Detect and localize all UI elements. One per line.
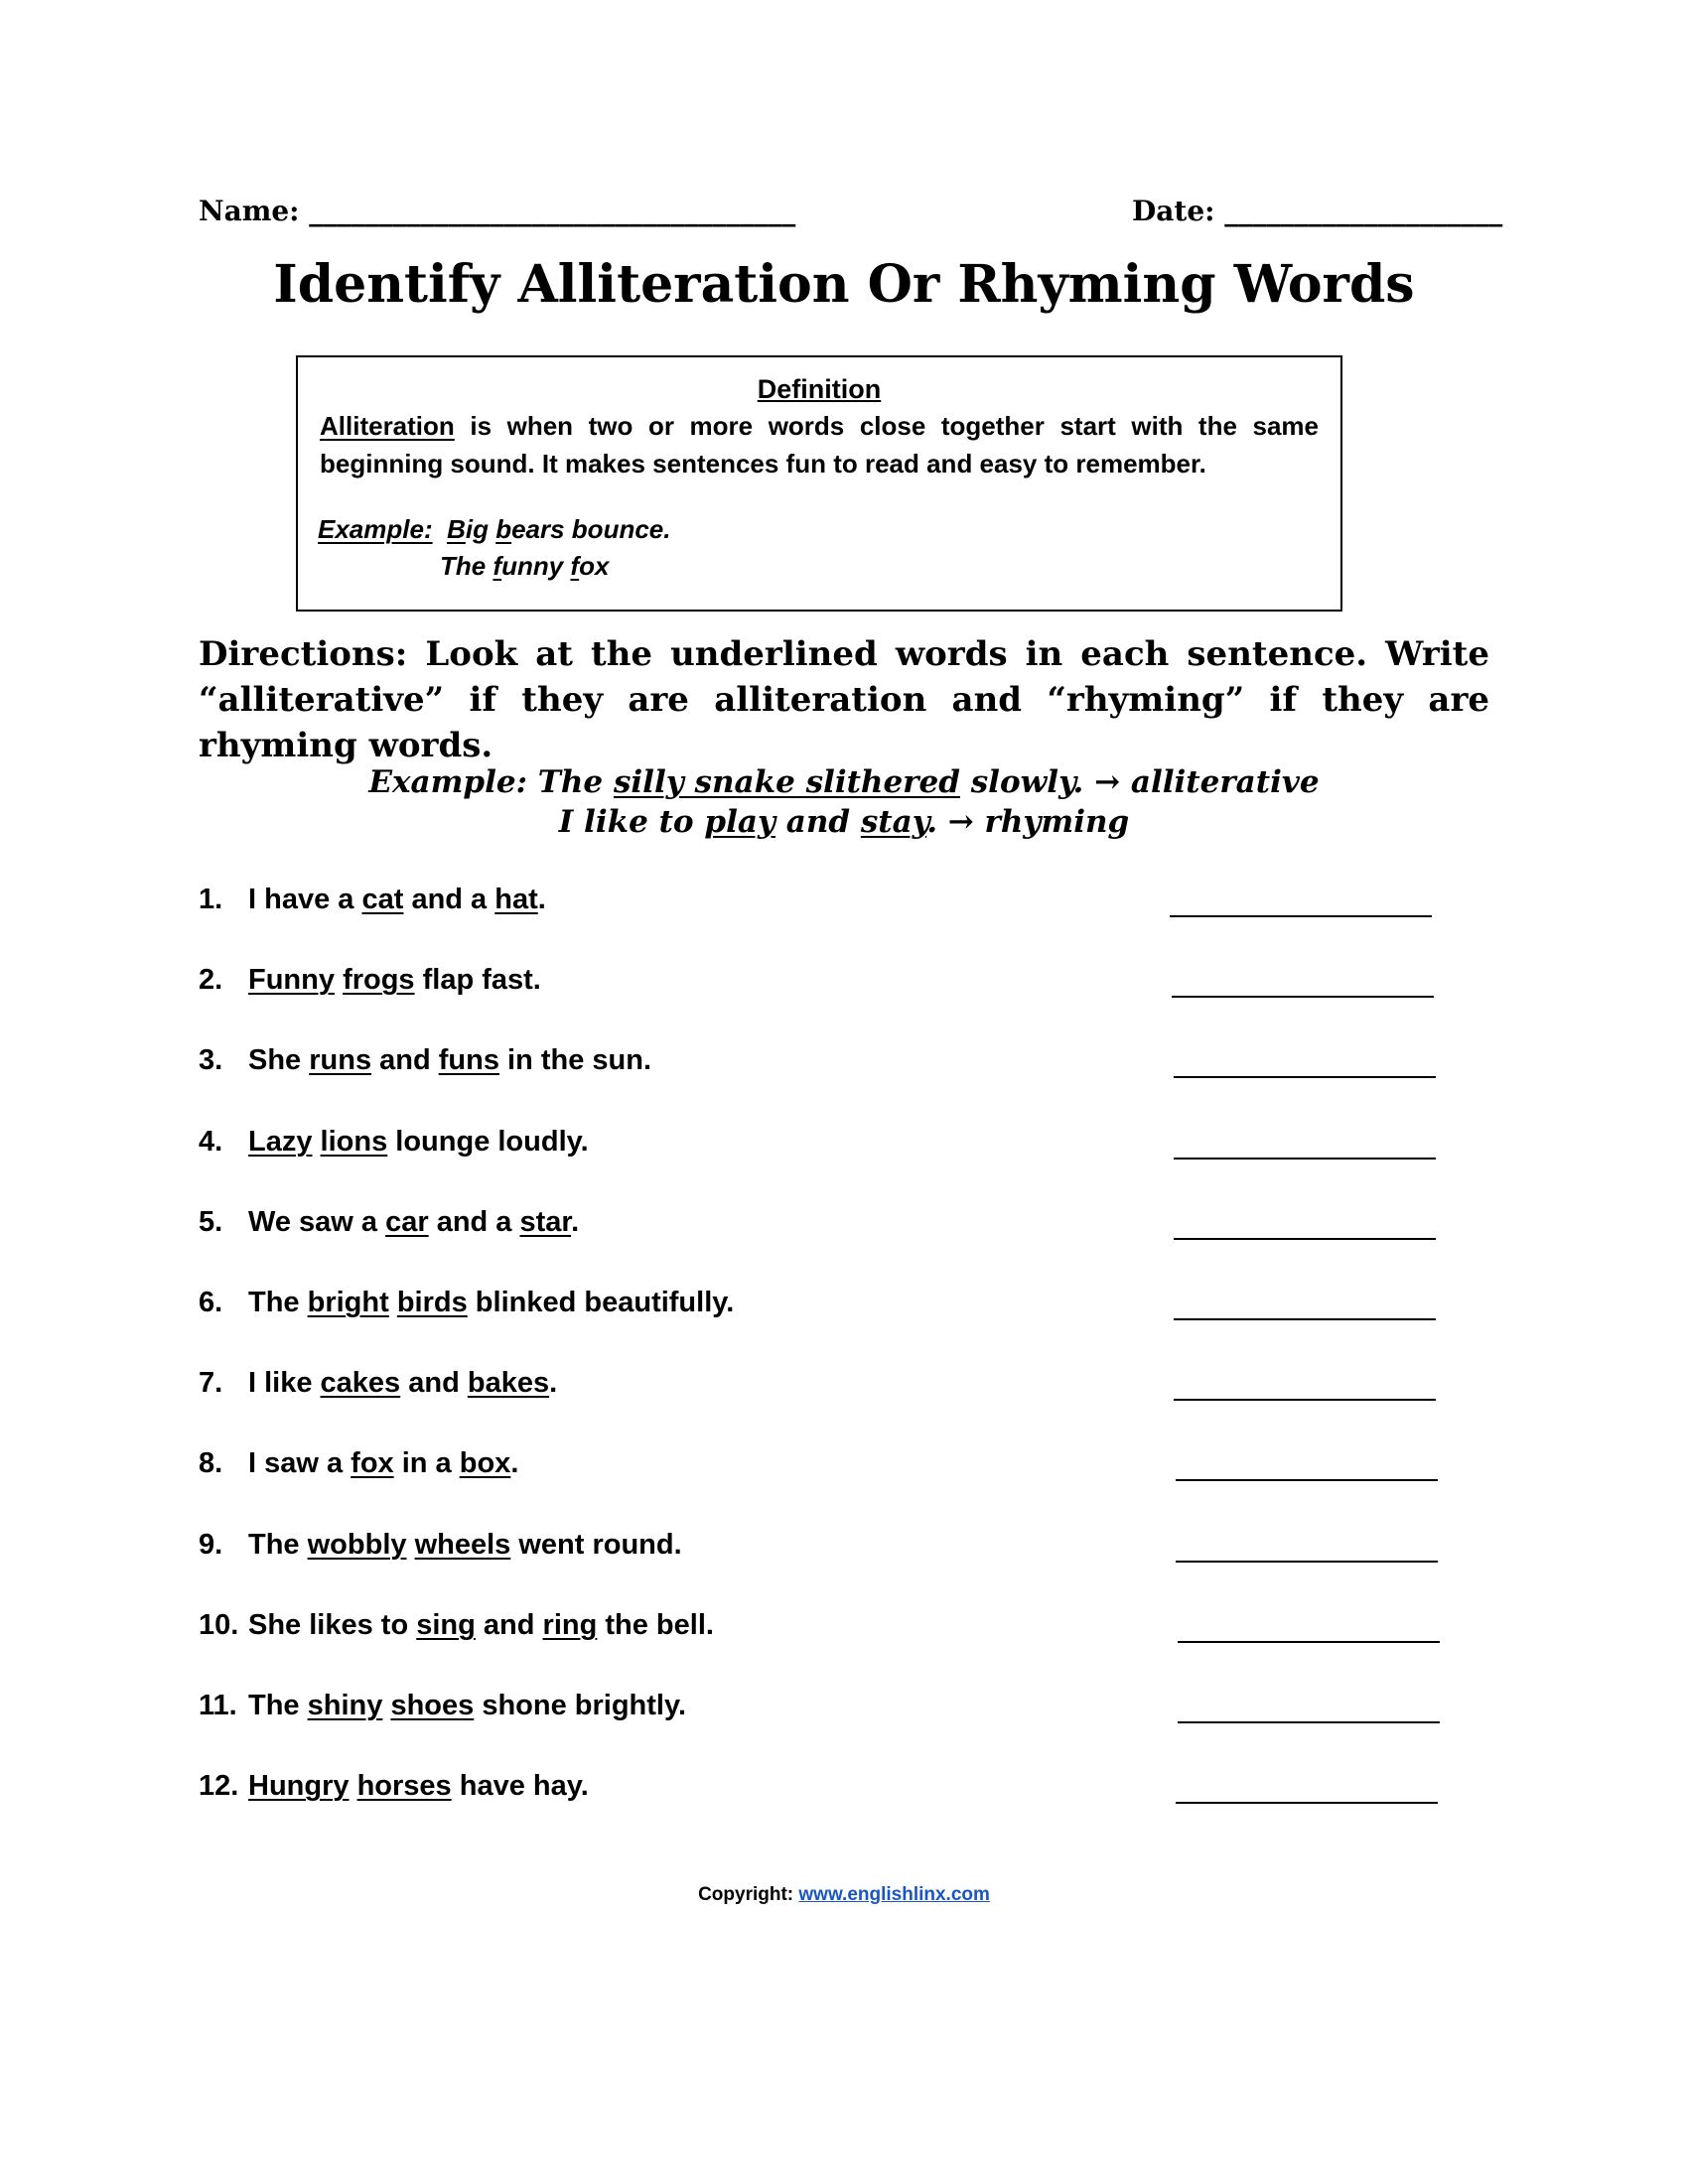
directions-text: Directions: Look at the underlined words in each sentence. Write “alliterative” if they are alliteration and “rhyming” if they are rhyming words. [199, 634, 1489, 765]
question-10 [199, 1609, 1192, 1642]
question-2 [199, 964, 1192, 997]
copyright-footer: Copyright: www.englishlinx.com [698, 1884, 990, 1905]
underlined-word: shoes [390, 1690, 475, 1721]
worked-example-alliterative: Example: The silly snake slithered slowly. → alliterative [368, 764, 1320, 800]
underlined-word: runs [309, 1044, 372, 1077]
question-3 [199, 1044, 1192, 1077]
definition-example-2: The funny fox [440, 551, 610, 581]
sentence-text [335, 964, 343, 996]
underlined-word: ring [542, 1608, 598, 1641]
sentence-text: . [510, 1447, 519, 1480]
answer-blank-8[interactable] [1176, 1479, 1438, 1481]
underlined-word: Lazy [248, 1125, 313, 1158]
sentence-text: I like [248, 1367, 321, 1400]
date-field: Date: ____________________ [1132, 195, 1503, 227]
sentence-text: The [248, 1528, 308, 1561]
sentence-text: We saw a [248, 1205, 386, 1238]
question-1 [199, 884, 1192, 916]
underlined-word: cakes [320, 1367, 401, 1400]
underlined-word: wobbly [307, 1528, 407, 1561]
sentence-text: She likes to [248, 1608, 417, 1641]
answer-blank-2[interactable] [1172, 996, 1434, 998]
question-number: 9. [199, 1528, 223, 1561]
answer-blank-11[interactable] [1178, 1721, 1440, 1723]
sentence-text [312, 1126, 320, 1158]
underlined-word: birds [396, 1287, 468, 1318]
underlined-word: horses [356, 1770, 452, 1803]
sentence-text [389, 1287, 397, 1318]
sentence-text: went round. [510, 1528, 682, 1561]
question-number: 7. [199, 1367, 223, 1400]
sentence-text: I have a [248, 884, 362, 915]
definition-text [320, 407, 1319, 482]
sentence-text: have hay. [451, 1770, 589, 1803]
sentence-text [350, 1770, 357, 1802]
underlined-word: Hungry [248, 1770, 350, 1803]
question-9 [199, 1529, 1192, 1562]
question-number: 6. [199, 1287, 223, 1318]
question-number: 1. [199, 884, 223, 915]
definition-example-label: Example: [318, 514, 433, 544]
question-number: 5. [199, 1205, 223, 1238]
answer-blank-6[interactable] [1174, 1318, 1436, 1320]
underlined-word: lions [320, 1125, 388, 1158]
sentence-text: the bell. [597, 1608, 714, 1641]
sentence-text: . [537, 884, 546, 915]
sentence-text: in the sun. [498, 1044, 652, 1077]
underlined-word: star [519, 1205, 572, 1238]
sentence-text: and [475, 1608, 543, 1641]
sentence-text: and a [403, 884, 495, 915]
page-title: Identify Alliteration Or Rhyming Words [273, 254, 1415, 315]
question-number: 2. [199, 964, 223, 997]
question-number: 4. [199, 1125, 223, 1158]
question-number: 8. [199, 1447, 223, 1480]
question-4 [199, 1126, 1192, 1159]
question-number: 10. [199, 1608, 239, 1641]
sentence-text: I saw a [248, 1447, 352, 1480]
question-6 [199, 1287, 1192, 1319]
underlined-word: wheels [414, 1528, 511, 1561]
question-5 [199, 1206, 1192, 1239]
underlined-word: sing [416, 1608, 476, 1641]
answer-blank-3[interactable] [1174, 1076, 1436, 1078]
worked-example-rhyming: I like to play and stay. → rhyming [558, 804, 1130, 840]
sentence-text: and a [428, 1205, 520, 1238]
sentence-text: in a [393, 1447, 460, 1480]
definition-heading: Definition [757, 374, 882, 404]
sentence-text: lounge loudly. [387, 1125, 589, 1158]
underlined-word: bright [307, 1287, 389, 1318]
answer-blank-9[interactable] [1176, 1561, 1438, 1563]
underlined-word: bakes [467, 1367, 550, 1400]
underlined-word: fox [351, 1447, 394, 1480]
question-8 [199, 1447, 1192, 1480]
answer-blank-1[interactable] [1170, 915, 1432, 917]
answer-blank-7[interactable] [1174, 1399, 1436, 1401]
sentence-text: and [371, 1044, 439, 1077]
definition-term: Alliteration [320, 411, 455, 441]
name-field: Name: ___________________________________ [199, 195, 796, 227]
answer-blank-4[interactable] [1174, 1158, 1436, 1160]
underlined-word: hat [494, 884, 538, 915]
definition-body: is when two or more words close together start with the same beginning sound. It makes sentences fun to read and easy to remember. [320, 411, 1319, 478]
sentence-text: and [400, 1367, 468, 1400]
copyright-link[interactable]: www.englishlinx.com [798, 1884, 990, 1905]
underlined-word: cat [361, 884, 404, 915]
answer-blank-5[interactable] [1174, 1238, 1436, 1240]
question-7 [199, 1367, 1192, 1400]
question-number: 11. [199, 1690, 237, 1721]
sentence-text: . [571, 1205, 580, 1238]
question-12 [199, 1770, 1192, 1803]
sentence-text [407, 1529, 415, 1561]
underlined-word: Funny [248, 964, 335, 997]
sentence-text: flap fast. [414, 964, 541, 997]
sentence-text: The [248, 1690, 308, 1721]
answer-blank-10[interactable] [1178, 1641, 1440, 1643]
answer-blank-12[interactable] [1176, 1802, 1438, 1804]
question-number: 12. [199, 1770, 239, 1803]
sentence-text: She [248, 1044, 310, 1077]
underlined-word: frogs [343, 964, 415, 997]
sentence-text: The [248, 1287, 308, 1318]
sentence-text: blinked beautifully. [467, 1287, 735, 1318]
question-11 [199, 1690, 1192, 1722]
definition-example-1: Example: Big bears bounce. [318, 514, 671, 544]
question-number: 3. [199, 1044, 223, 1077]
underlined-word: funs [438, 1044, 499, 1077]
underlined-word: shiny [307, 1690, 383, 1721]
sentence-text: . [549, 1367, 558, 1400]
underlined-word: box [459, 1447, 511, 1480]
underlined-word: car [385, 1205, 429, 1238]
sentence-text: shone brightly. [474, 1690, 687, 1721]
